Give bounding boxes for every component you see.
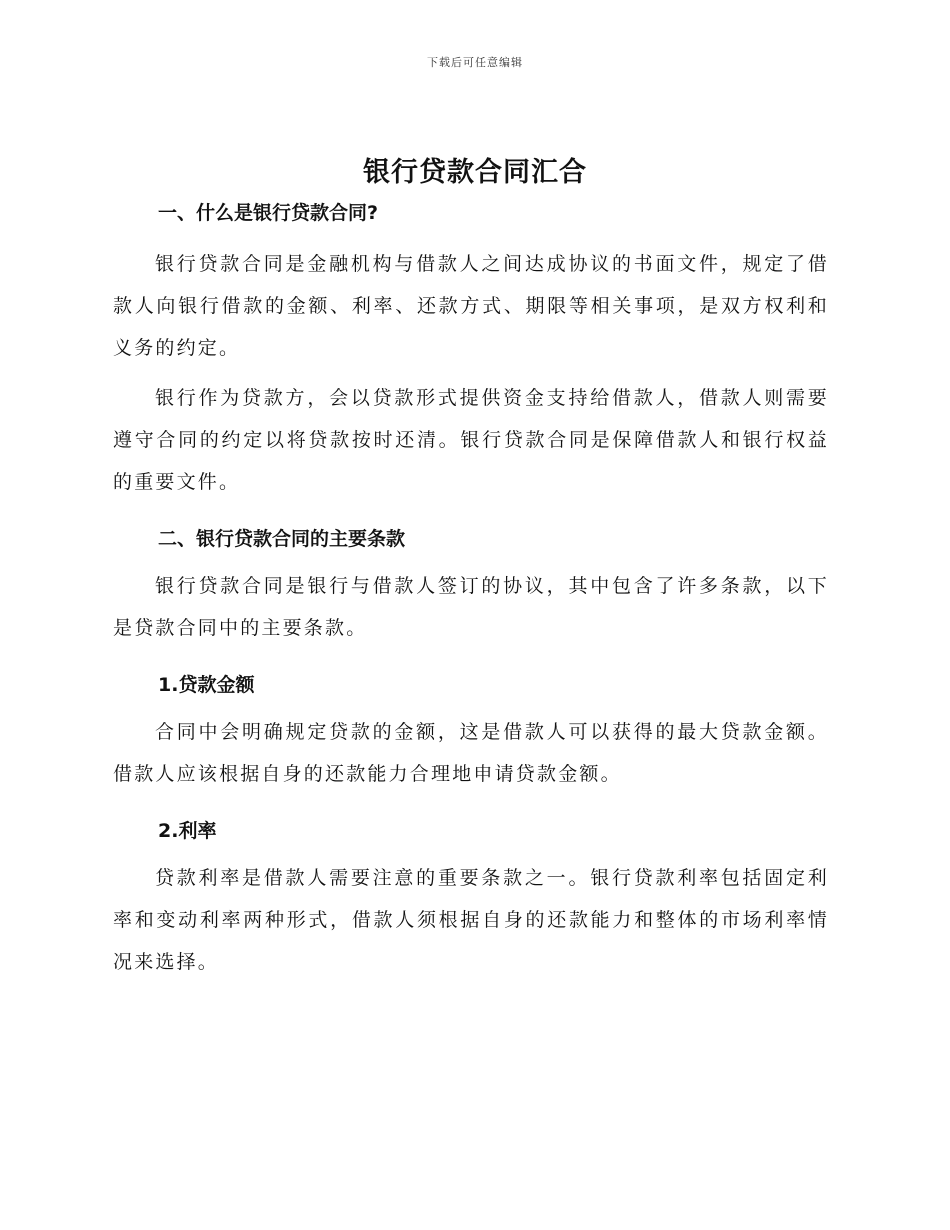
paragraph-3-1: 合同中会明确规定贷款的金额，这是借款人可以获得的最大贷款金额。借款人应该根据自身的还款能力合理地申请贷款金额。 (113, 721, 829, 785)
document-title: 银行贷款合同汇合 (363, 157, 587, 188)
section-heading-4: 2.利率 (158, 820, 217, 842)
section-heading-1: 一、什么是银行贷款合同? (158, 202, 379, 224)
paragraph-1-1: 银行贷款合同是金融机构与借款人之间达成协议的书面文件，规定了借款人向银行借款的金额、利率、还款方式、期限等相关事项，是双方权利和义务的约定。 (113, 253, 829, 359)
paragraph-2-1: 银行贷款合同是银行与借款人签订的协议，其中包含了许多条款，以下是贷款合同中的主要条款。 (113, 575, 829, 639)
paragraph-4-1: 贷款利率是借款人需要注意的重要条款之一。银行贷款利率包括固定利率和变动利率两种形式，借款人须根据自身的还款能力和整体的市场利率情况来选择。 (113, 867, 829, 973)
paragraph-1-2: 银行作为贷款方，会以贷款形式提供资金支持给借款人，借款人则需要遵守合同的约定以将贷款按时还清。银行贷款合同是保障借款人和银行权益的重要文件。 (113, 387, 829, 493)
section-heading-3: 1.贷款金额 (158, 674, 255, 696)
section-heading-2: 二、银行贷款合同的主要条款 (158, 528, 406, 550)
header-note: 下载后可任意编辑 (427, 56, 523, 69)
